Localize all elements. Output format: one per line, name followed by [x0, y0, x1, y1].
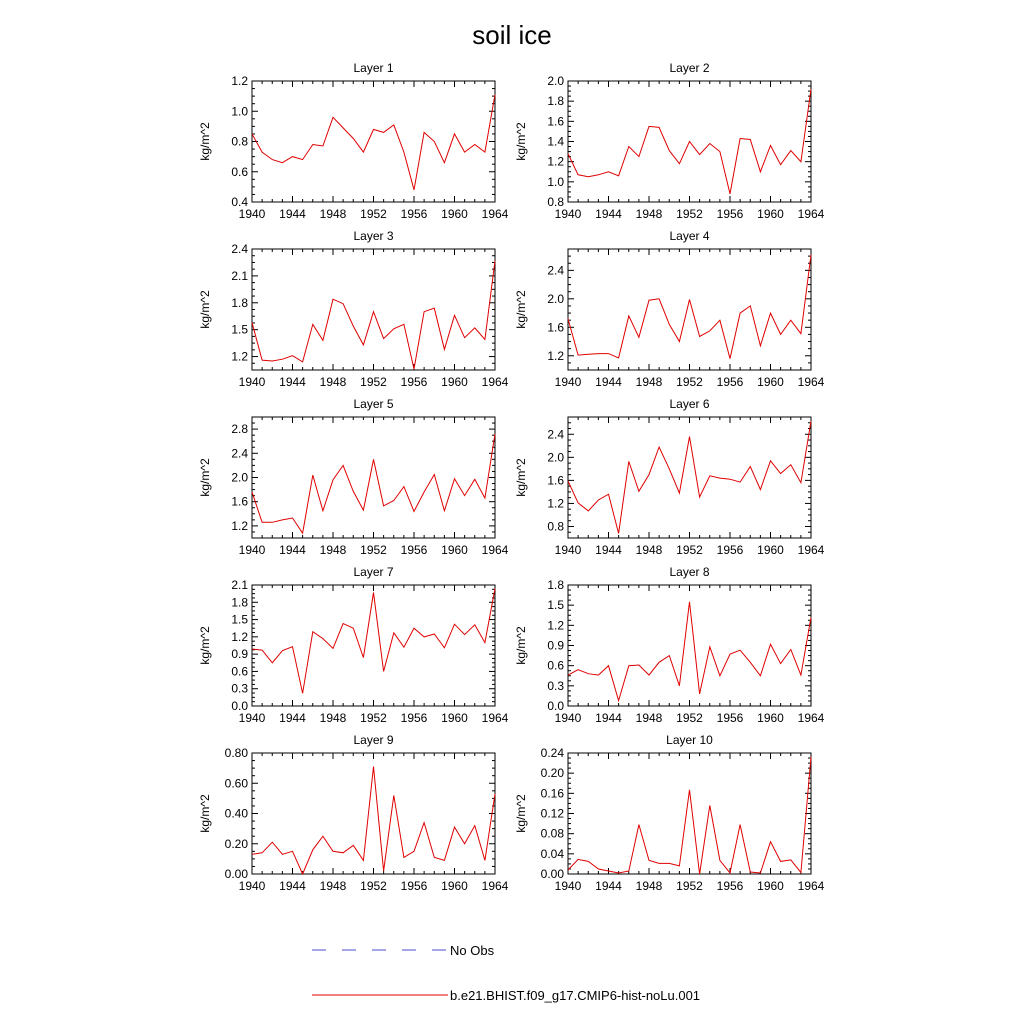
x-tick-label: 1948 — [635, 879, 663, 893]
y-tick-label: 0.0 — [547, 699, 564, 713]
x-tick-label: 1940 — [238, 711, 266, 725]
x-tick-label: 1952 — [676, 375, 703, 389]
y-tick-label: 0.4 — [231, 195, 248, 209]
y-axis-label: kg/m^2 — [198, 122, 212, 161]
x-tick-label: 1952 — [360, 375, 387, 389]
y-tick-label: 0.8 — [547, 195, 564, 209]
y-tick-label: 0.3 — [547, 678, 564, 693]
x-tick-label: 1960 — [757, 207, 784, 221]
x-tick-label: 1944 — [595, 375, 622, 389]
y-tick-label: 2.0 — [547, 74, 564, 88]
legend-no-obs-label: No Obs — [450, 943, 495, 958]
x-tick-label: 1940 — [238, 207, 266, 221]
y-tick-label: 1.6 — [547, 473, 564, 488]
y-tick-label: 0.60 — [224, 776, 248, 791]
x-tick-label: 1964 — [481, 207, 509, 221]
panel-title: Layer 5 — [353, 397, 394, 411]
x-tick-label: 1948 — [319, 375, 347, 389]
y-tick-label: 1.2 — [231, 518, 248, 533]
x-tick-label: 1948 — [635, 207, 663, 221]
y-tick-label: 0.00 — [540, 867, 564, 881]
y-axis-label: kg/m^2 — [514, 290, 528, 329]
x-tick-label: 1956 — [716, 375, 744, 389]
y-axis-label: kg/m^2 — [198, 794, 212, 833]
y-tick-label: 1.8 — [547, 578, 564, 592]
y-axis-label: kg/m^2 — [514, 794, 528, 833]
figure-title: soil ice — [472, 20, 552, 50]
x-tick-label: 1944 — [595, 543, 622, 557]
x-tick-label: 1948 — [319, 879, 347, 893]
x-tick-label: 1948 — [635, 543, 663, 557]
x-tick-label: 1956 — [716, 543, 744, 557]
y-tick-label: 1.6 — [547, 320, 564, 335]
x-tick-label: 1956 — [400, 879, 428, 893]
x-tick-label: 1952 — [676, 207, 703, 221]
x-tick-label: 1948 — [635, 711, 663, 725]
y-tick-label: 1.2 — [547, 154, 564, 169]
panel-title: Layer 6 — [669, 397, 710, 411]
x-tick-label: 1964 — [481, 711, 509, 725]
y-axis-label: kg/m^2 — [198, 290, 212, 329]
x-tick-label: 1944 — [595, 711, 622, 725]
y-tick-label: 0.20 — [224, 836, 248, 851]
x-tick-label: 1944 — [279, 375, 306, 389]
x-tick-label: 1948 — [319, 207, 347, 221]
y-tick-label: 1.0 — [231, 104, 248, 119]
x-tick-label: 1940 — [554, 375, 582, 389]
x-tick-label: 1960 — [441, 375, 468, 389]
x-tick-label: 1956 — [400, 207, 428, 221]
x-tick-label: 1956 — [400, 375, 428, 389]
y-tick-label: 2.4 — [547, 263, 564, 278]
x-tick-label: 1952 — [360, 543, 387, 557]
panel-title: Layer 2 — [669, 61, 710, 75]
x-tick-label: 1960 — [757, 375, 784, 389]
y-tick-label: 0.8 — [547, 519, 564, 534]
y-tick-label: 2.1 — [231, 578, 248, 592]
x-tick-label: 1944 — [279, 207, 306, 221]
y-axis-label: kg/m^2 — [198, 626, 212, 665]
y-tick-label: 0.20 — [540, 766, 564, 781]
x-tick-label: 1952 — [676, 543, 703, 557]
x-tick-label: 1940 — [554, 543, 582, 557]
y-tick-label: 1.2 — [231, 349, 248, 364]
x-tick-label: 1940 — [238, 879, 266, 893]
y-tick-label: 0.6 — [231, 664, 248, 679]
x-tick-label: 1944 — [595, 207, 622, 221]
x-tick-label: 1964 — [797, 543, 825, 557]
x-tick-label: 1960 — [441, 543, 468, 557]
y-tick-label: 1.0 — [547, 174, 564, 189]
y-tick-label: 1.2 — [231, 74, 248, 88]
y-tick-label: 2.1 — [231, 268, 248, 283]
x-tick-label: 1940 — [238, 543, 266, 557]
x-tick-label: 1964 — [481, 543, 509, 557]
x-tick-label: 1960 — [757, 543, 784, 557]
panel-title: Layer 9 — [353, 733, 394, 747]
x-tick-label: 1952 — [360, 207, 387, 221]
y-tick-label: 2.0 — [231, 470, 248, 485]
y-tick-label: 0.16 — [540, 786, 564, 801]
y-tick-label: 1.5 — [547, 598, 564, 613]
x-tick-label: 1960 — [441, 879, 468, 893]
y-axis-label: kg/m^2 — [514, 458, 528, 497]
x-tick-label: 1960 — [757, 879, 784, 893]
x-tick-label: 1948 — [635, 375, 663, 389]
x-tick-label: 1948 — [319, 543, 347, 557]
x-tick-label: 1956 — [716, 711, 744, 725]
y-tick-label: 0.12 — [540, 806, 564, 821]
panel-title: Layer 3 — [353, 229, 394, 243]
x-tick-label: 1960 — [757, 711, 784, 725]
panel-title: Layer 1 — [353, 61, 394, 75]
panel-title: Layer 8 — [669, 565, 710, 579]
y-tick-label: 2.4 — [547, 427, 564, 442]
x-tick-label: 1956 — [716, 207, 744, 221]
x-tick-label: 1940 — [554, 711, 582, 725]
y-tick-label: 0.40 — [224, 806, 248, 821]
panel-title: Layer 7 — [353, 565, 394, 579]
y-tick-label: 0.04 — [540, 846, 564, 861]
y-tick-label: 1.8 — [231, 595, 248, 610]
y-tick-label: 1.2 — [231, 629, 248, 644]
x-tick-label: 1956 — [400, 543, 428, 557]
y-tick-label: 1.2 — [547, 348, 564, 363]
x-tick-label: 1952 — [360, 711, 387, 725]
x-tick-label: 1964 — [797, 711, 825, 725]
x-tick-label: 1944 — [279, 543, 306, 557]
y-tick-label: 2.4 — [231, 446, 248, 461]
y-axis-label: kg/m^2 — [514, 122, 528, 161]
x-tick-label: 1964 — [481, 879, 509, 893]
x-tick-label: 1952 — [676, 711, 703, 725]
panel-title: Layer 4 — [669, 229, 710, 243]
x-tick-label: 1944 — [595, 879, 622, 893]
y-tick-label: 1.4 — [547, 134, 564, 149]
y-axis-label: kg/m^2 — [198, 458, 212, 497]
y-tick-label: 0.6 — [231, 164, 248, 179]
x-tick-label: 1960 — [441, 711, 468, 725]
x-tick-label: 1964 — [797, 207, 825, 221]
y-tick-label: 1.5 — [231, 612, 248, 627]
x-tick-label: 1940 — [554, 207, 582, 221]
y-tick-label: 0.6 — [547, 658, 564, 673]
x-tick-label: 1964 — [797, 375, 825, 389]
x-tick-label: 1964 — [797, 879, 825, 893]
x-tick-label: 1952 — [676, 879, 703, 893]
y-tick-label: 0.24 — [540, 746, 564, 760]
y-tick-label: 0.00 — [224, 867, 248, 881]
y-tick-label: 1.8 — [547, 94, 564, 109]
x-tick-label: 1940 — [554, 879, 582, 893]
y-tick-label: 1.6 — [231, 494, 248, 509]
y-tick-label: 2.8 — [231, 422, 248, 437]
y-tick-label: 0.3 — [231, 681, 248, 696]
x-tick-label: 1964 — [481, 375, 509, 389]
y-tick-label: 0.9 — [231, 647, 248, 662]
x-tick-label: 1948 — [319, 711, 347, 725]
x-tick-label: 1944 — [279, 711, 306, 725]
x-tick-label: 1940 — [238, 375, 266, 389]
y-tick-label: 1.6 — [547, 114, 564, 129]
x-tick-label: 1956 — [400, 711, 428, 725]
y-tick-label: 0.8 — [231, 134, 248, 149]
y-tick-label: 1.2 — [547, 618, 564, 633]
y-tick-label: 0.80 — [224, 746, 248, 760]
x-tick-label: 1952 — [360, 879, 387, 893]
y-tick-label: 0.08 — [540, 826, 564, 841]
y-tick-label: 1.5 — [231, 322, 248, 337]
y-tick-label: 2.0 — [547, 450, 564, 465]
y-tick-label: 0.9 — [547, 638, 564, 653]
legend-model-label: b.e21.BHIST.f09_g17.CMIP6-hist-noLu.001 — [450, 988, 701, 1003]
x-tick-label: 1956 — [716, 879, 744, 893]
y-tick-label: 1.8 — [231, 295, 248, 310]
x-tick-label: 1944 — [279, 879, 306, 893]
y-axis-label: kg/m^2 — [514, 626, 528, 665]
panel-title: Layer 10 — [666, 733, 713, 747]
x-tick-label: 1960 — [441, 207, 468, 221]
y-tick-label: 2.0 — [547, 291, 564, 306]
y-tick-label: 2.4 — [231, 242, 248, 256]
y-tick-label: 0.0 — [231, 699, 248, 713]
y-tick-label: 1.2 — [547, 496, 564, 511]
